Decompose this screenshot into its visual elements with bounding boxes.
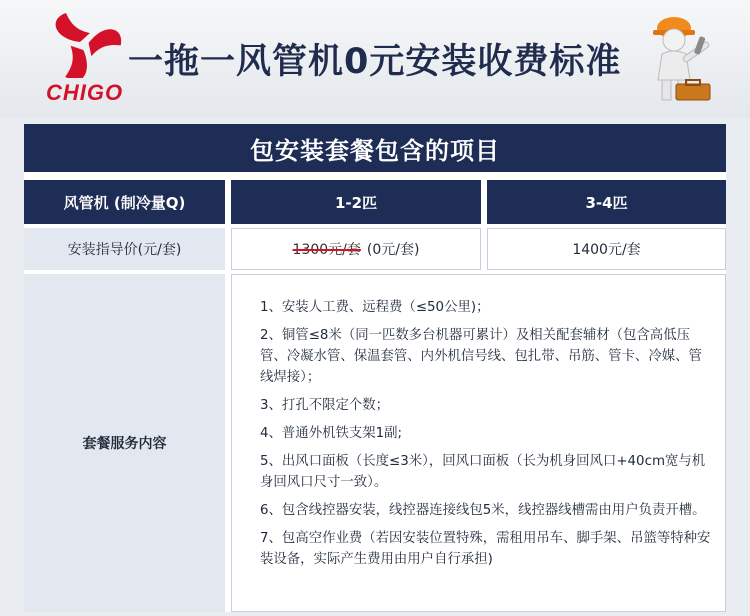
row-label-price: 安装指导价(元/套) (24, 228, 225, 270)
service-item: 1、安装人工费、远程费（≤50公里)； (260, 300, 490, 315)
service-content (231, 274, 726, 612)
column-header-3-4hp: 3-4匹 (487, 180, 726, 224)
row-label-model: 风管机 (制冷量Q) (24, 180, 225, 224)
price-1-2hp (231, 228, 481, 270)
service-item: 3、打孔不限定个数； (260, 398, 390, 413)
package-banner: 包安装套餐包含的项目 (24, 124, 726, 172)
header (0, 0, 750, 118)
price-table (24, 124, 726, 612)
logo-text: CHIGO (46, 80, 124, 105)
price-3-4hp: 1400元/套 (487, 228, 726, 270)
service-item: 5、出风口面板（长度≤3米），回风口面板（长为机身回风口+40cm宽与机身回风口尺寸一致）。 (260, 454, 706, 490)
service-item: 4、普通外机铁支架1副; (260, 426, 403, 441)
service-item: 7、包高空作业费（若因安装位置特殊，需租用吊车、脚手架、吊篮等特种安装设备，实际产生费用由用户自行承担) (260, 531, 711, 567)
chigo-pinwheel-icon (44, 12, 124, 78)
worker-mascot-icon (636, 6, 722, 106)
original-price: 1300元/套 (292, 242, 361, 258)
service-item: 2、铜管≤8米（同一匹数多台机器可累计）及相关配套辅材（包含高低压管、冷凝水管、保温套管、内外机信号线、包扎带、吊筋、管卡、冷媒、管线焊接）； (260, 328, 702, 385)
row-label-service: 套餐服务内容 (24, 274, 225, 612)
page-title: 一拖一风管机0元安装收费标准 (128, 42, 622, 82)
column-header-1-2hp: 1-2匹 (231, 180, 481, 224)
service-item: 6、包含线控器安装，线控器连接线包5米，线控器线槽需由用户负责开槽。 (260, 503, 706, 518)
discount-price: (0元/套) (366, 242, 420, 258)
